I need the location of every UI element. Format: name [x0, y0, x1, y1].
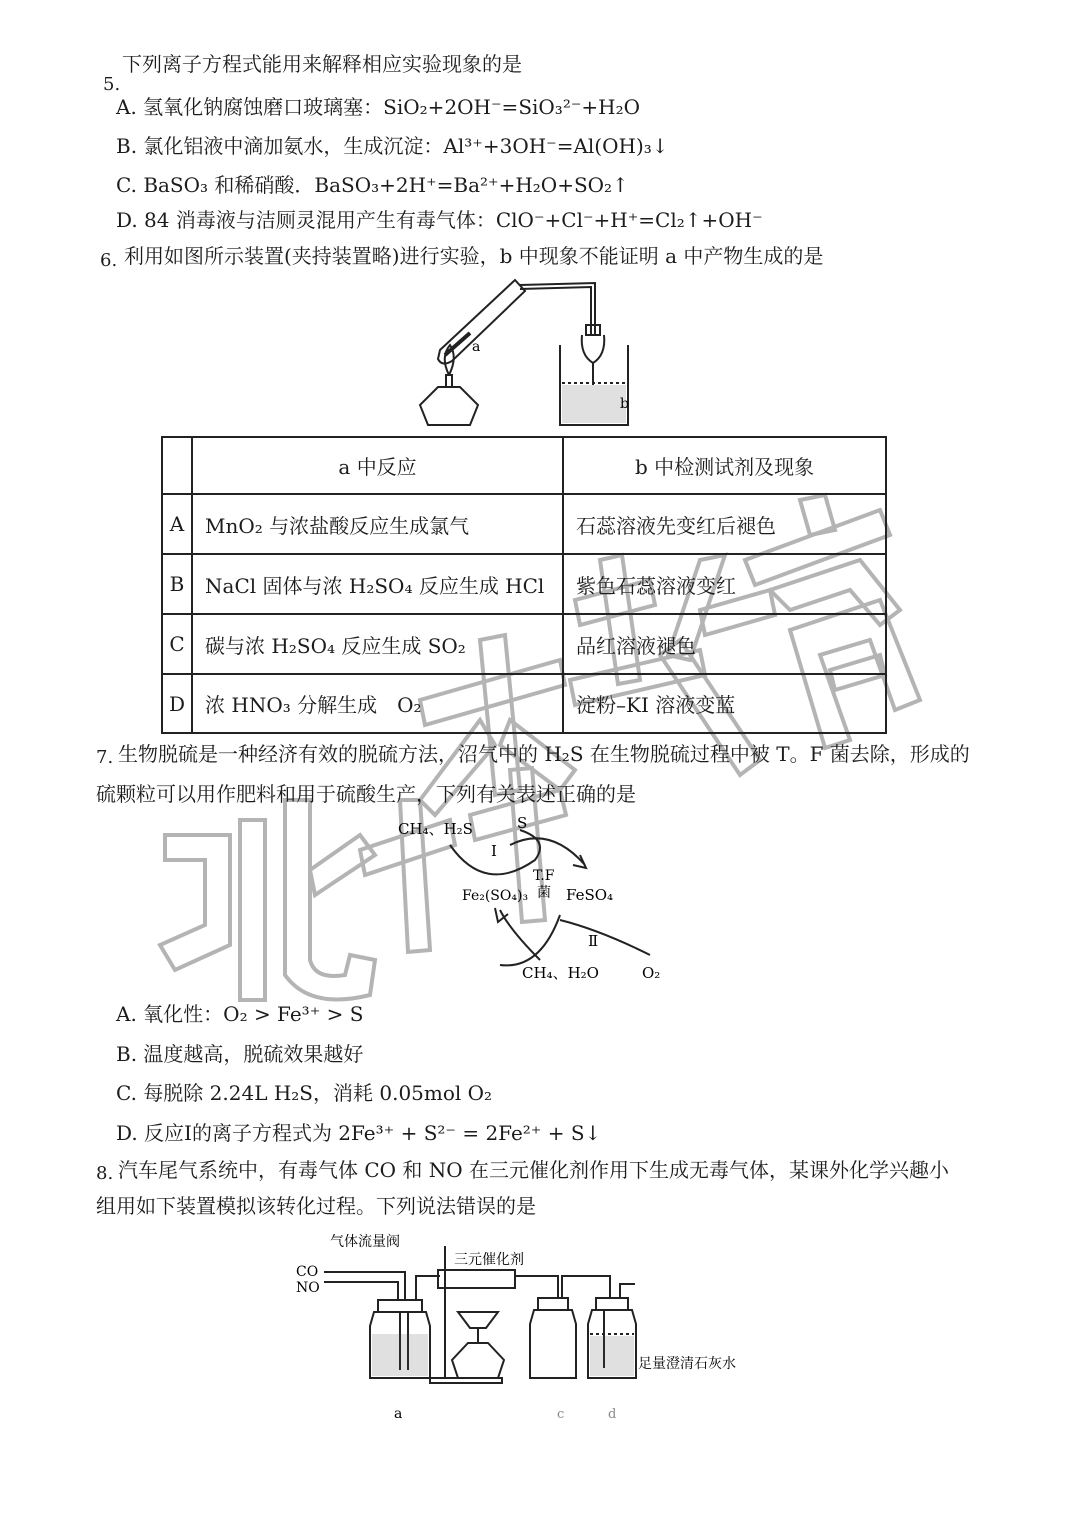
- q5-option-c: [116, 172, 629, 198]
- q7-option-d-text: 反应Ⅰ的离子方程式为 2Fe³⁺ + S²⁻ = 2Fe²⁺ + S↓: [144, 1121, 602, 1145]
- row-reaction: 碳与浓 H₂SO₄ 反应生成 SO₂: [192, 614, 563, 674]
- q5-option-c-label: C.: [116, 173, 137, 197]
- q7-label-bottom-left: CH₄、H₂O: [522, 964, 599, 982]
- q7-option-c: [116, 1080, 492, 1106]
- q8-stem-line1: 汽车尾气系统中，有毒气体 CO 和 NO 在三元催化剂作用下生成无毒气体，某课外化学兴趣小: [118, 1158, 950, 1182]
- q5-option-b: [116, 133, 669, 159]
- q8-label-a: a: [394, 1406, 403, 1422]
- q7-option-b-label: B.: [116, 1042, 138, 1066]
- q7-option-b-text: 温度越高，脱硫效果越好: [143, 1042, 364, 1066]
- q8-label-valve: 气体流量阀: [330, 1234, 400, 1250]
- row-detection: 淀粉–KI 溶液变蓝: [563, 674, 886, 733]
- table-header-detection: b 中检测试剂及现象: [563, 437, 886, 494]
- table-row: [162, 554, 886, 614]
- q5-option-a-text: 氢氧化钠腐蚀磨口玻璃塞：SiO₂+2OH⁻=SiO₃²⁻+H₂O: [143, 95, 641, 119]
- row-reaction: NaCl 固体与浓 H₂SO₄ 反应生成 HCl: [192, 554, 563, 614]
- row-detection: 品红溶液褪色: [563, 614, 886, 674]
- q7-label-bottom-right: O₂: [642, 964, 661, 982]
- q7-label-right: FeSO₄: [566, 886, 614, 904]
- table-row: [162, 614, 886, 674]
- row-letter: C: [162, 614, 192, 674]
- q7-stem-line1: 生物脱硫是一种经济有效的脱硫方法，沼气中的 H₂S 在生物脱硫过程中被 T。F 菌去除，形成的: [118, 742, 970, 766]
- table-header-blank: [162, 437, 192, 494]
- q8-label-d: d: [608, 1407, 617, 1422]
- q5-option-d-text: 84 消毒液与洁厕灵混用产生有毒气体：ClO⁻+Cl⁻+H⁺=Cl₂↑+OH⁻: [144, 208, 763, 232]
- q8-number: 8.: [96, 1163, 114, 1184]
- q8-stem-line2: 组用如下装置模拟该转化过程。下列说法错误的是: [96, 1194, 536, 1218]
- q7-label-catalyst-line2: 菌: [537, 885, 551, 901]
- q6-stem: 利用如图所示装置(夹持装置略)进行实验，b 中现象不能证明 a 中产物生成的是: [124, 244, 824, 268]
- q8-label-no: NO: [296, 1280, 320, 1296]
- row-letter: B: [162, 554, 192, 614]
- q6-apparatus-figure: [410, 275, 640, 435]
- q7-option-a-label: A.: [116, 1002, 137, 1026]
- q6-number: 6.: [100, 250, 118, 271]
- q5-number: 5.: [103, 74, 121, 95]
- q7-cycle-diagram: [390, 810, 680, 990]
- q7-label-step1: I: [491, 842, 497, 860]
- q6-label-b: b: [620, 396, 629, 412]
- row-reaction: MnO₂ 与浓盐酸反应生成氯气: [192, 494, 563, 554]
- table-header-reaction: a 中反应: [192, 437, 563, 494]
- q7-option-c-label: C.: [116, 1081, 137, 1105]
- row-detection: 紫色石蕊溶液变红: [563, 554, 886, 614]
- q7-label-top-left: CH₄、H₂S: [398, 820, 473, 838]
- q7-option-b: [116, 1041, 363, 1067]
- q5-stem: 下列离子方程式能用来解释相应实验现象的是: [122, 52, 522, 76]
- row-reaction: 浓 HNO₃ 分解生成 O₂: [192, 674, 563, 733]
- q7-option-a: [116, 1001, 363, 1027]
- row-letter: D: [162, 674, 192, 733]
- q7-option-c-text: 每脱除 2.24L H₂S，消耗 0.05mol O₂: [143, 1081, 493, 1105]
- q6-options-table: [161, 436, 887, 734]
- q7-label-catalyst-line1: T.F: [533, 868, 555, 884]
- q7-label-step2: Ⅱ: [588, 932, 599, 950]
- q8-label-catalyst: 三元催化剂: [454, 1252, 524, 1268]
- q5-option-a-label: A.: [116, 95, 137, 119]
- q7-label-left: Fe₂(SO₄)₃: [462, 888, 529, 904]
- q7-option-d-label: D.: [116, 1121, 138, 1145]
- q5-option-a: [116, 94, 640, 120]
- q8-label-co: CO: [296, 1264, 319, 1280]
- row-detection: 石蕊溶液先变红后褪色: [563, 494, 886, 554]
- table-row: [162, 674, 886, 733]
- row-letter: A: [162, 494, 192, 554]
- table-row: [162, 494, 886, 554]
- q8-apparatus-figure: [290, 1228, 790, 1428]
- q5-option-c-text: BaSO₃ 和稀硝酸．BaSO₃+2H⁺=Ba²⁺+H₂O+SO₂↑: [143, 173, 629, 197]
- q7-option-d: [116, 1120, 601, 1146]
- q7-label-top-right: S: [517, 814, 528, 832]
- table-header-row: [162, 437, 886, 494]
- q8-label-limewater: 足量澄清石灰水: [638, 1356, 736, 1372]
- q5-option-d: [116, 207, 763, 233]
- q7-stem-line2: 硫颗粒可以用作肥料和用于硫酸生产，下列有关表述正确的是: [96, 782, 636, 806]
- q5-option-d-label: D.: [116, 208, 138, 232]
- q8-label-c: c: [557, 1407, 565, 1422]
- q6-label-a: a: [472, 339, 481, 355]
- q7-option-a-text: 氧化性：O₂ > Fe³⁺ > S: [143, 1002, 364, 1026]
- q7-number: 7.: [96, 747, 114, 768]
- q5-option-b-label: B.: [116, 134, 138, 158]
- q5-option-b-text: 氯化铝液中滴加氨水，生成沉淀：Al³⁺+3OH⁻=Al(OH)₃↓: [143, 134, 669, 158]
